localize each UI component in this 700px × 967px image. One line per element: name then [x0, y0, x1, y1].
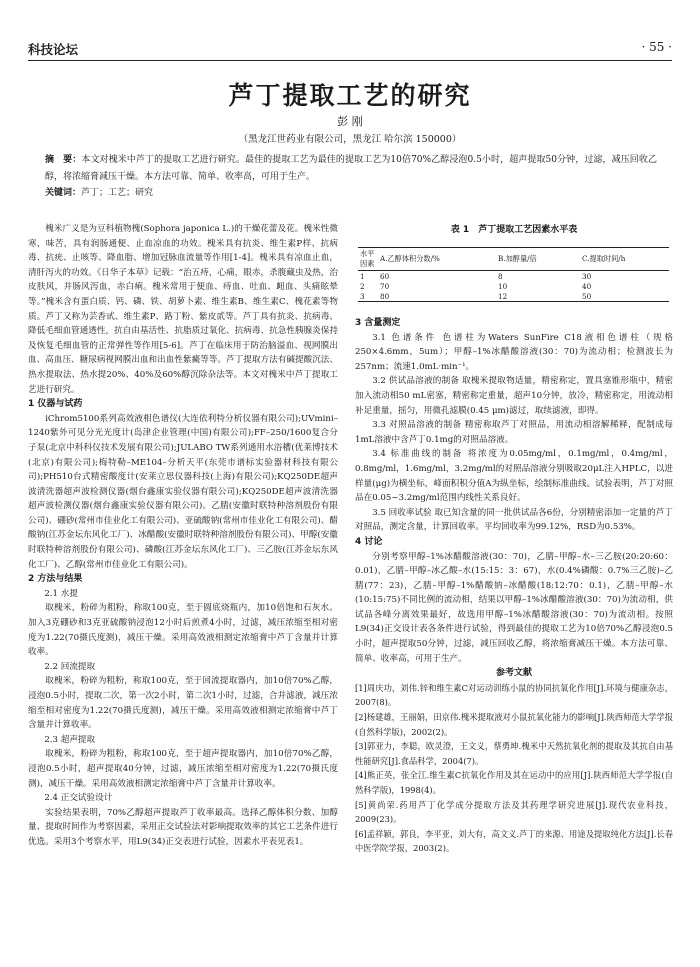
factor-level-table: [358, 247, 669, 302]
paragraph: 取槐米，粉碎为粗粉，称取100克，至于圆底烧瓶内，加10倍饱和石灰水。加入3克硼砂和3克亚硫酸钠浸泡12小时后煎煮4小时，过滤，减压浓缩至相对密度为1.22(70摄氏度测)，减压干燥。采用高效液相测定浓缩膏中芦丁含量并计算收率。: [28, 603, 338, 658]
section-heading: 3 含量测定: [355, 318, 401, 328]
abstract-text: 本文对槐米中芦丁的提取工艺进行研究。最佳的提取工艺为最佳的提取工艺为10倍70%乙醇浸泡0.5小时，超声提取50分钟，过滤，减压回收乙醇，将浓缩膏减压干燥。本方法可靠、简单、收率高，可用于生产。: [45, 155, 657, 182]
reference-item: [2]杨建雄，王丽娟，田京伟.槐米提取液对小鼠抗氧化能力的影响[J].陕西师范大学学报(自然科学版)，2002(2)。: [355, 712, 673, 737]
paragraph: 3.1 色谱条件 色谱柱为Waters SunFire C18液相色谱柱（规格250×4.6mm，5um）；甲醇–1%冰醋酸溶液(30：70)为流动相；检测波长为257nm；流速1.0mL·min⁻¹。: [355, 332, 673, 372]
subsection-heading: 2.3 超声提取: [44, 734, 96, 745]
journal-section-title: 科技论坛: [28, 42, 79, 57]
table-cell: 3: [358, 291, 378, 302]
table-cell: 8: [498, 271, 503, 281]
table-row: [358, 281, 669, 291]
section-heading: 2 方法与结果: [28, 574, 83, 585]
paragraph: 3.5 回收率试验 取已知含量的同一批供试品各6份，分别精密添加一定量的芦丁对照品，测定含量，计算回收率。平均回收率为99.12%，RSD为0.53%。: [355, 507, 673, 533]
intro-paragraph: 槐米广义是为豆科植物槐(Sophora japonica L.)的干燥花蕾及花。槐米性微寒，味苦，具有润肠通便、止血凉血的功效。槐米具有抗炎、维生素P样、抗病毒、抗疣、止咳等、降血脂、增加冠脉血流量等作用[1-4]。槐米具有凉血止血，清肝泻火的功效。《日华子本草》记载：“治五痔，心痛，眼赤，杀腹藏虫及热，治皮肤风，并肠风泻血，赤白痢。槐米常用于便血、痔血、吐血、衄血、头痛眩晕等。”槐米含有蛋白质、钙、磷、铁、胡萝卜素、维生素B、维生素C、槐花素等物质。芦丁又称为芸香甙、维生素P、路丁粉、紫皮贰等。芦丁具有抗炎、抗病毒、降低毛细血管通透性，抗自由基活性、抗脂质过氧化、抗病毒、抗急性胰腺炎保持及恢复毛细血管的正常弹性等作用[5-6]。芦丁在临床用于防治脑溢血、视网膜出血、高血压、糖尿病视网膜出血和出血性紫癜等等。芦丁提取方法有碱提酸沉法、热水提取法、热水提20%、40%及60%醇沉除杂法等。本文对槐米中芦丁提取工艺进行研究。: [28, 224, 338, 395]
article-title: 芦丁提取工艺的研究: [228, 81, 472, 110]
abstract: [45, 152, 657, 186]
paragraph: 取槐米，粉碎为粗粉，称取100克，至于超声提取器内，加10倍70%乙醇，浸泡0.5小时，超声提取40分钟，过滤，减压浓缩至相对密度为1.22(70摄氏度测)，减压干燥。采用高效液相测定浓缩膏中芦丁含量并计算收率。: [28, 749, 338, 789]
author: 彭 刚: [337, 115, 363, 128]
reference-item: [5]黄尚荣.药用芦丁化学成分提取方法及其药理学研究进展[J].现代农业科技，2009(23)。: [355, 799, 673, 825]
table-cell: 40: [582, 281, 592, 291]
affiliation: （黑龙江世药业有限公司，黑龙江 哈尔滨 150000）: [238, 134, 462, 145]
keywords-label: 关键词：: [45, 188, 82, 198]
table-header-cell: A.乙醇体积分数/%: [378, 248, 496, 271]
section-heading: 1 仪器与试药: [28, 399, 83, 410]
keywords-text: 芦丁；工艺；研究: [81, 188, 154, 198]
table-cell: 60: [380, 271, 390, 281]
table-header-cell: 水平因素: [358, 248, 378, 271]
references-title: 参考文献: [495, 668, 532, 679]
reference-list: [355, 681, 673, 856]
reference-item: [3]郭亚力，李聪，欧灵澄，王文义，蔡勇坤.槐米中天然抗氧化剂的提取及其抗自由基性能研究[J].食品科学，2004(7)。: [355, 741, 673, 766]
page-number: · 55 ·: [641, 40, 672, 54]
table-cell: 70: [380, 281, 390, 291]
reference-item: [4]熊正英，张全江.维生素C抗氧化作用及其在运动中的应用[J].陕西师范大学学报(自然科学版)，1998(4)。: [355, 770, 673, 795]
keywords: [45, 187, 657, 200]
paragraph: 取槐米，粉碎为粗粉，称取100克，至于回流提取器内，加10倍70%乙醇，浸泡0.5小时，提取二次，第一次2小时，第二次1小时，过滤，合并滤液，减压浓缩至相对密度为1.22(70摄氏度测)，减压干燥。采用高效液相测定浓缩膏中芦丁含量并计算收率。: [28, 676, 338, 731]
section-heading: 4 讨论: [355, 536, 383, 547]
subsection-heading: 2.2 回流提取: [44, 661, 96, 672]
table-row: [358, 291, 669, 302]
reference-item: [6]孟祥颖，郭良，李平亚，刘大有，高文义.芦丁的来源、用途及提取纯化方法[J].长春中医学院学报，2003(2)。: [355, 828, 673, 854]
table-row: [358, 271, 669, 282]
table-cell: 2: [360, 281, 365, 291]
paragraph: iChrom5100系列高效液相色谱仪(大连依利特分析仪器有限公司);UVmini–1240紫外可见分光光度计(岛津企业管理(中国)有限公司);FF–250/1600复合分子泵(北京中科科仪技术发展有限公司);JULABO TW系列通用水浴槽(优莱博技术(北京)有限公司);梅特勒–ME104–分析天平(东莞市谱标实验器材科技有限公司);PH510台式精密酸度计(安莱立思仪器科技(上海)有限公司);KQ250DE超声波清洗器超声波检测仪器(烟台鑫康实验仪器有限公司);KQ250DE超声波清洗器超声波检测仪器(烟台鑫康实验仪器有限公司)。乙腈(安徽时联特种溶剂股份有限公司)、硼砂(常州市佳业化工有限公司)、亚硫酸钠(常州市佳业化工有限公司)、醋酸钠(江苏金坛东风化工厂)、冰醋酸(安徽时联特种溶剂股份有限公司)、甲醇(安徽时联特种溶剂股份有限公司)、磷酸(江苏金坛东风化工厂)、三乙胺(江苏金坛东风化工厂)、乙醇(常州市佳业化工有限公司)。: [28, 413, 338, 570]
table-header-cell: B.加醇量/倍: [496, 248, 580, 271]
table-header-cell: C.提取时间/h: [580, 248, 669, 271]
table-cell: 10: [498, 281, 508, 291]
left-column: [28, 222, 338, 850]
paragraph: 实验结果表明，70%乙醇超声提取芦丁收率最高。选择乙醇体积分数、加醇量、提取时间作为考察因素，采用正交试验法对影响提取效率的其它工艺条件进行优选。采用3个考察水平，用L9(34)正交表进行试验，因素水平表见表1。: [28, 807, 338, 847]
reference-item: [1]周庆功，刘伟.锌和维生素C对运动训练小鼠的协同抗氧化作用[J].环境与健康杂志，2007(8)。: [355, 682, 673, 708]
table-cell: 1: [360, 271, 365, 281]
header-rule: [28, 60, 672, 61]
subsection-heading: 2.4 正交试验设计: [44, 793, 113, 804]
table-header-row: [358, 248, 669, 271]
paragraph: 3.2 供试品溶液的制备 取槐米提取物适量，精密称定，置具塞锥形瓶中，精密加入流动相50 mL密塞，精密称定重量，超声10分钟，放冷，精密称定，用流动相补足重量，摇匀，用微孔滤膜(0.45 μm)滤过，取续滤液，即得。: [355, 376, 673, 416]
table-title: 表 1 芦丁提取工艺因素水平表: [450, 225, 578, 235]
paragraph: 3.4 标准曲线的制备 将浓度为0.05mg/ml，0.1mg/ml，0.4mg/ml，0.8mg/ml，1.6mg/ml，3.2mg/ml的对照品溶液分别吸取20μL注入HPLC，以进样量(μg)为横坐标，峰面积积分值A为纵坐标，绘制标准曲线。试验表明，芦丁对照品在0.05~3.2mg/ml范围内线性关系良好。: [355, 449, 673, 504]
table-cell: 30: [582, 271, 592, 281]
abstract-label: 摘 要：: [45, 155, 82, 165]
table-cell: 80: [378, 291, 496, 302]
paragraph: 3.3 对照品溶液的制备 精密称取芦丁对照品，用流动相溶解稀释，配制成每1mL溶液中含芦丁0.1mg的对照品溶液。: [355, 420, 673, 445]
table-cell: 50: [580, 291, 669, 302]
subsection-heading: 2.1 水提: [44, 588, 78, 599]
right-column: [355, 316, 673, 856]
paragraph: 分别考察甲醇–1%冰醋酸溶液(30：70)，乙腈–甲醇–水–三乙胺(20:20:60：0.01)，乙腈–甲醇–冰乙酸–水(15:15：3：67)，水(0.4%磷酸：0.7%三乙胺)–乙腈(77：23)，乙腈–甲醇–1%醋酸钠–冰醋酸(18:12:70：0.1)，乙腈–甲醇–水(10:15:75)不同比例的流动相，结果以甲醇–1%冰醋酸溶液(30：70)为流动相，供试品各峰分离效果最好，故选用甲醇–1%冰醋酸溶液(30：70)为流动相。按照L9(34)正交设计表各条件进行试验，得到最佳的提取工艺为10倍70%乙醇浸泡0.5小时，超声提取50分钟，过滤，减压回收乙醇，将浓缩膏减压干燥。本方法可靠、简单、收率高，可用于生产。: [355, 551, 673, 664]
table-cell: 12: [496, 291, 580, 302]
page-header: [28, 40, 672, 62]
